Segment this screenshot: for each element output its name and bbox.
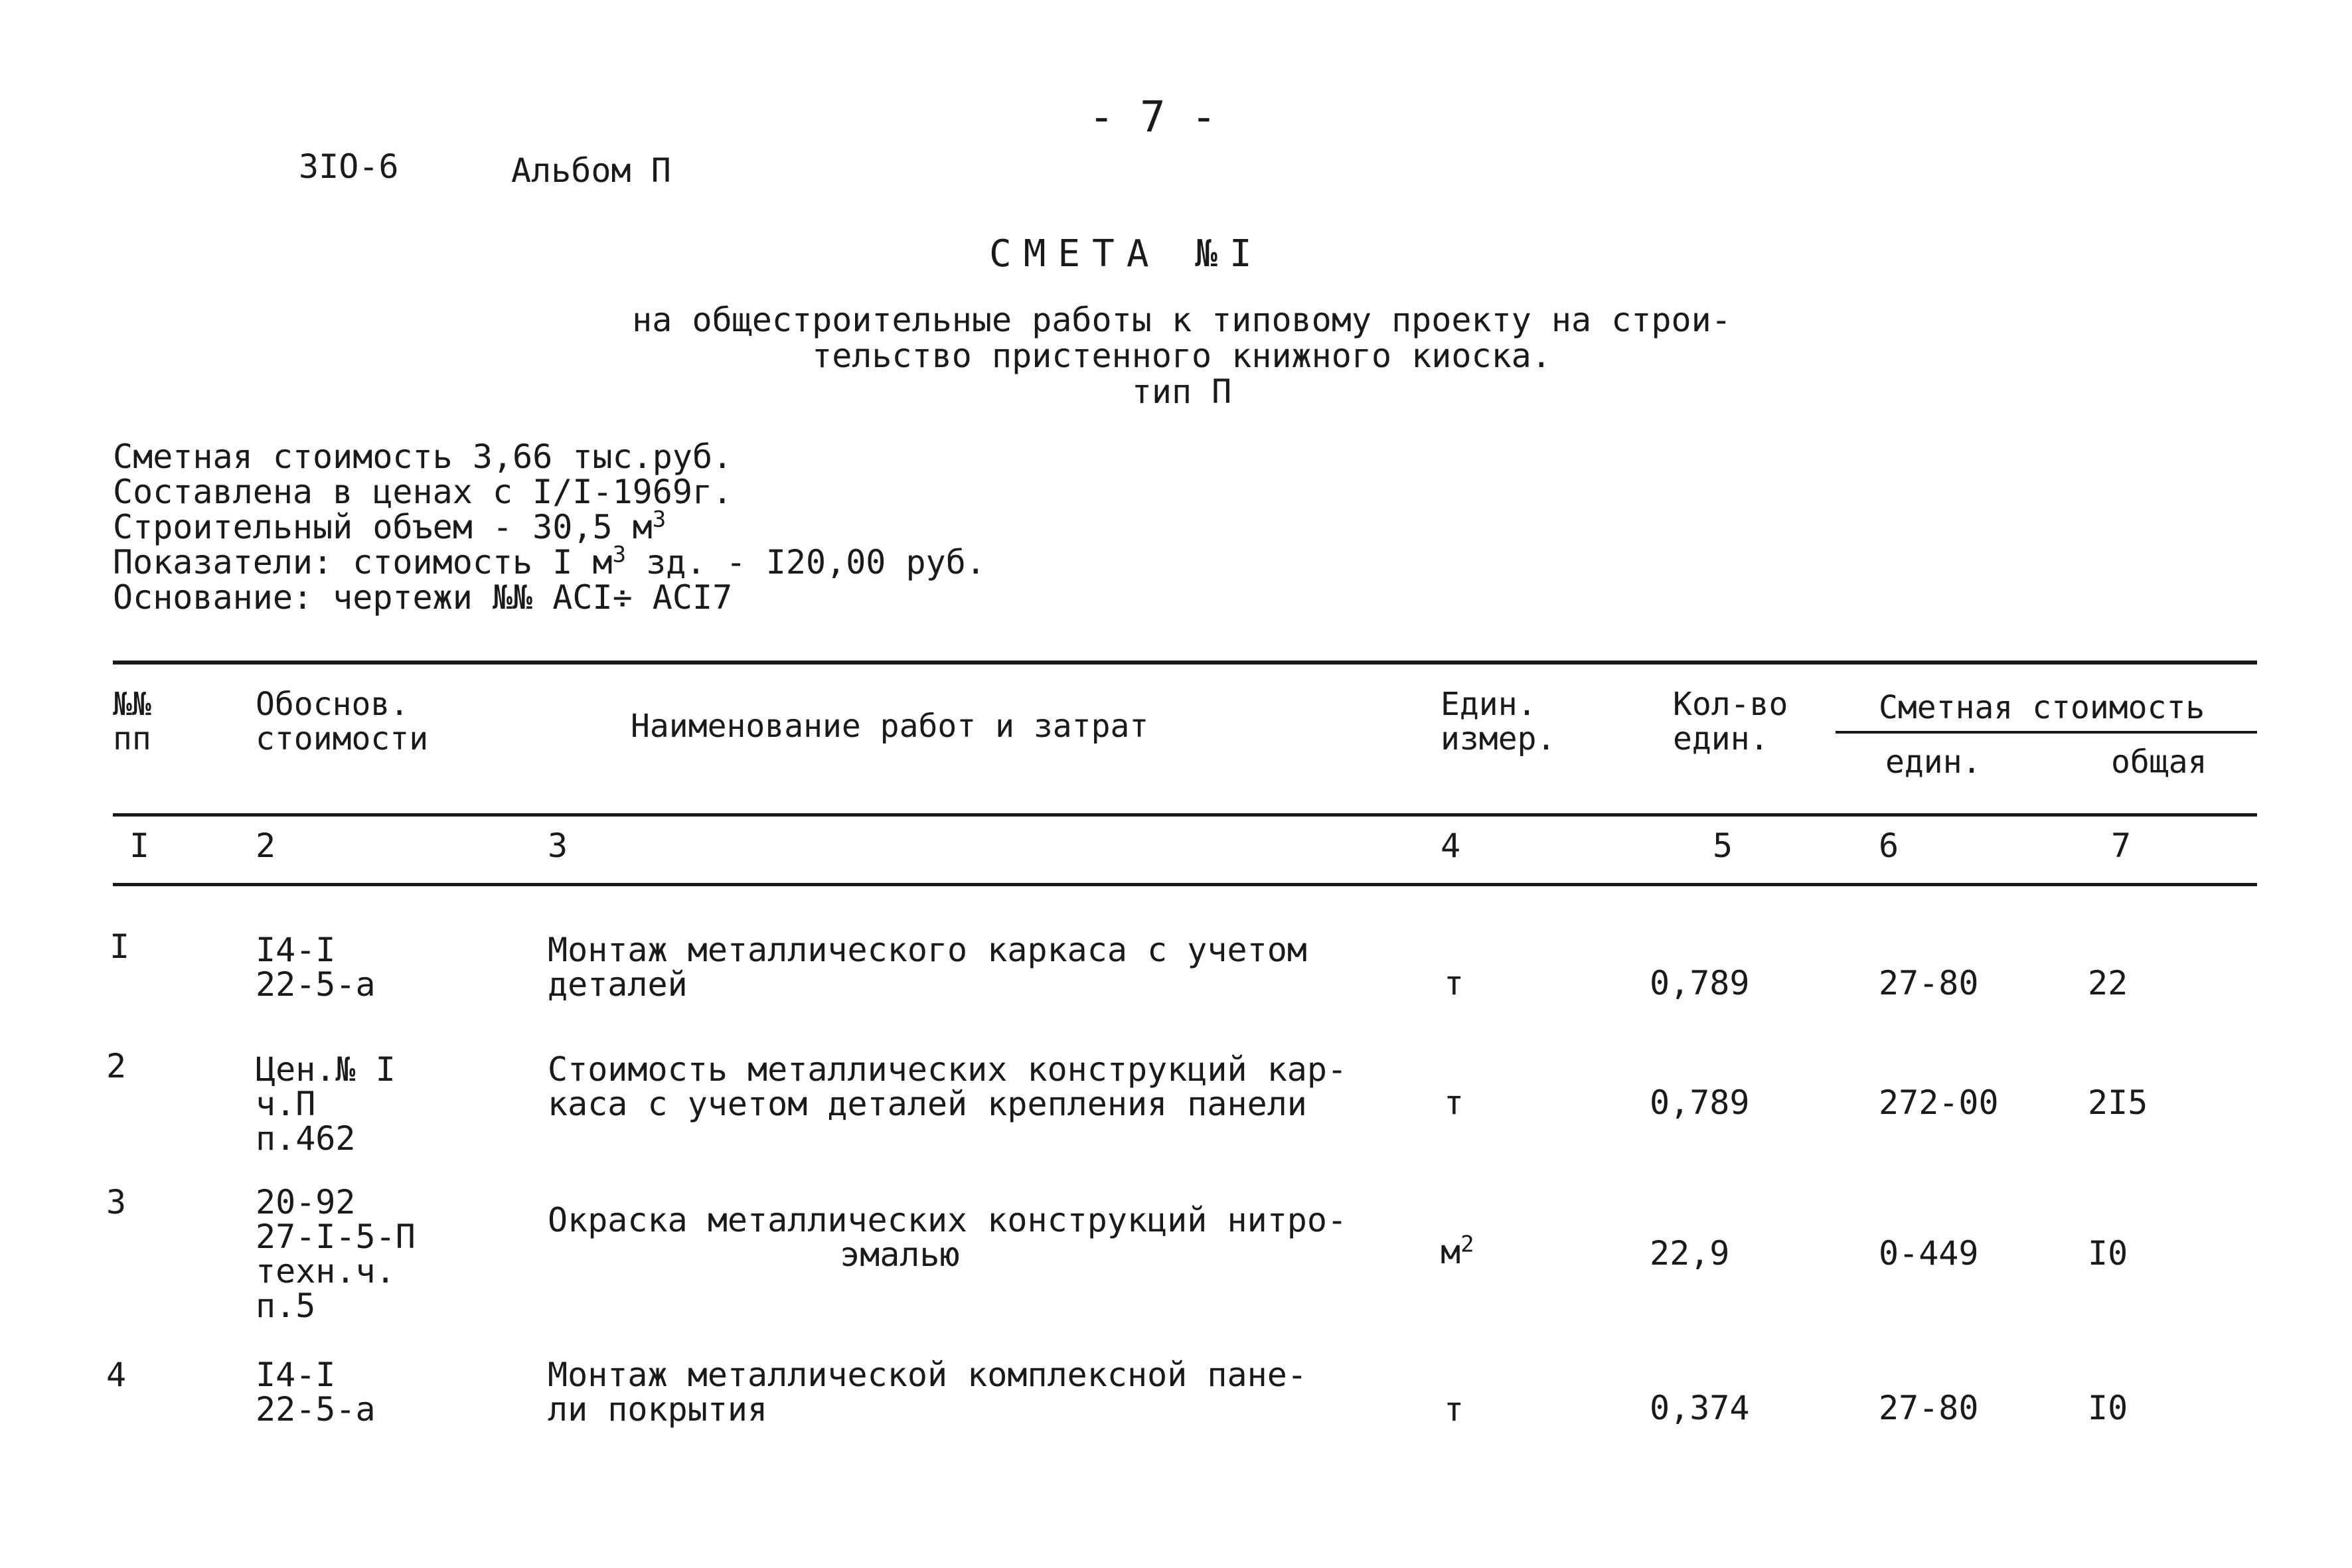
row-unit-text: т [1444,1390,1464,1429]
row-basis-line: Цен.№ I [256,1050,396,1089]
header-unit-line: Един. [1441,686,1537,723]
row-work-name-line: деталей [548,965,688,1004]
row-work-name-line: Стоимость металлических конструкций кар- [548,1050,1348,1089]
header-cost-group: Сметная стоимость [1879,689,2205,726]
row-unit [1444,966,1464,1000]
column-number: 5 [1713,826,1733,865]
building-volume [113,506,986,546]
indicators-sup: 3 [612,541,627,568]
row-basis [256,1185,416,1323]
row-basis-line: техн.ч. [256,1252,396,1291]
row-number: 3 [106,1183,127,1221]
row-work-name-line: Окраска металлических конструкций нитро- [548,1201,1348,1239]
header-basis-line: стоимости [256,720,429,757]
row-unit-text: т [1444,1083,1464,1122]
header-cost-total: общая [2111,744,2207,781]
row-quantity: 0,789 [1650,964,1750,1002]
document-title: СМЕТА №I [989,232,1264,275]
header-basis-line: Обоснов. [256,686,410,723]
table-top-rule [113,661,2257,665]
row-unit-cost: 27-80 [1879,964,1979,1002]
row-number: I [110,927,130,966]
header-qty [1673,687,1788,756]
row-quantity: 0,374 [1650,1389,1750,1427]
page-number: - 7 - [1089,93,1217,142]
header-qty-line: един. [1673,720,1769,757]
column-number: 7 [2111,826,2132,865]
header-name: Наименование работ и затрат [631,708,1149,745]
row-work-name-line: эмалью [840,1235,960,1274]
row-unit-text: м [1441,1233,1461,1271]
header-unit [1441,687,1555,756]
price-basis: Составлена в ценах с I/I-1969г. [113,473,733,511]
album-label: Альбом П [511,151,671,190]
estimated-cost: Сметная стоимость 3,66 тыс.руб. [113,437,733,476]
document-subtitle [544,302,1819,410]
building-volume-sup: 3 [652,506,666,533]
row-number: 2 [106,1047,127,1085]
row-total-cost: I0 [2088,1234,2128,1273]
column-number: 4 [1441,826,1461,865]
row-work-name [548,933,1307,1002]
row-basis-line: 22-5-а [256,965,376,1004]
subtitle-line: на общестроительные работы к типовому проекту на строи- [632,301,1731,339]
header-cost-unit: един. [1885,744,1982,781]
row-unit-cost: 27-80 [1879,1389,1979,1427]
row-quantity: 0,789 [1650,1083,1750,1122]
row-basis-line: 22-5-а [256,1390,376,1429]
row-unit [1441,1231,1474,1271]
indicators-suffix: зд. - I20,00 руб. [626,543,986,582]
row-basis-line: ч.П [256,1085,316,1123]
row-basis-line: I4-I [256,1356,336,1394]
building-volume-text: Строительный объем - 30,5 м [113,508,653,546]
header-basis [256,687,428,756]
row-basis-line: 27-I-5-П [256,1217,416,1256]
row-basis-line: п.5 [256,1287,316,1325]
row-total-cost: I0 [2088,1389,2128,1427]
row-basis [256,933,376,1002]
row-unit-cost: 0-449 [1879,1234,1979,1273]
row-work-name-line: Монтаж металлической комплексной пане- [548,1356,1307,1394]
row-quantity: 22,9 [1650,1234,1730,1273]
row-work-name [548,1358,1307,1427]
subtitle-line: тип П [1131,372,1232,411]
row-unit-text: т [1444,964,1464,1002]
row-work-name-line: Монтаж металлического каркаса с учетом [548,931,1307,969]
row-work-name [548,1203,1347,1272]
header-unit-line: измер. [1441,720,1556,757]
drawings-basis: Основание: чертежи №№ АСI÷ АСI7 [113,578,733,617]
header-num-line: пп [113,720,151,757]
row-unit [1444,1392,1464,1427]
row-unit-sup: 2 [1460,1231,1474,1258]
header-bottom-rule [113,813,2257,817]
header-num-line: №№ [113,686,151,723]
column-number: 2 [256,826,276,865]
row-basis-line: п.462 [256,1119,356,1158]
column-number: 3 [548,826,568,865]
row-unit [1444,1085,1464,1120]
header-num [113,687,151,756]
document-code: 3IO-6 [299,147,399,186]
column-number: I [129,826,150,865]
indicators [113,541,986,582]
row-basis [256,1052,396,1156]
row-basis-line: I4-I [256,931,336,969]
row-total-cost: 22 [2088,964,2128,1002]
row-basis-line: 20-92 [256,1183,356,1221]
cost-group-rule [1836,731,2257,734]
column-numbers-rule [113,883,2257,886]
row-unit-cost: 272-00 [1879,1083,1999,1122]
indicators-text: Показатели: стоимость I м [113,543,613,582]
row-number: 4 [106,1356,127,1394]
row-work-name-line: каса с учетом деталей крепления панели [548,1085,1307,1123]
column-number: 6 [1879,826,1899,865]
row-basis [256,1358,376,1427]
header-qty-line: Кол-во [1673,686,1788,723]
subtitle-line: тельство пристенного книжного киоска. [812,337,1551,375]
row-work-name [548,1052,1347,1121]
estimate-summary [113,439,986,615]
row-total-cost: 2I5 [2088,1083,2148,1122]
row-work-name-line: ли покрытия [548,1390,768,1429]
